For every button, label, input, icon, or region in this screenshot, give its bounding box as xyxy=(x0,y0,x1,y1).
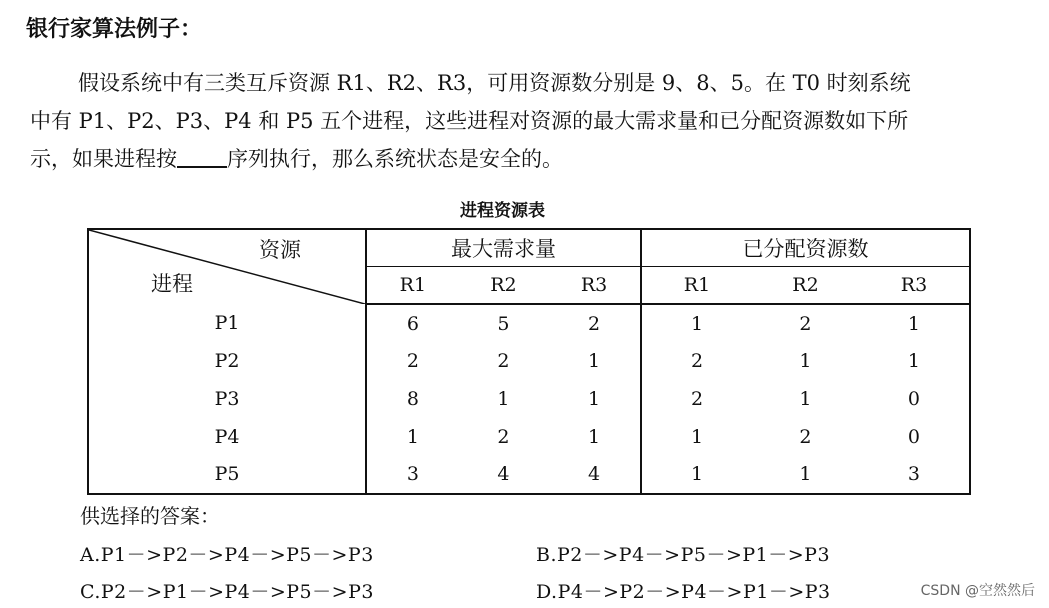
table-row xyxy=(88,304,970,343)
process-resource-table xyxy=(87,228,971,495)
answer-option-a: A.P1－>P2－>P4－>P5－>P3 xyxy=(80,544,374,566)
value-cell: 2 xyxy=(641,343,752,381)
sub-header-max-r3: R3 xyxy=(548,267,641,305)
table-row xyxy=(88,418,970,456)
value-cell: 1 xyxy=(588,387,601,410)
paragraph-line-2: 中有 P1、P2、P3、P4 和 P5 五个进程，这些进程对资源的最大需求量和已分配资源数如下所 xyxy=(30,109,909,133)
paragraph-line-3-after: 序列执行，那么系统状态是安全的。 xyxy=(227,147,563,171)
table-row xyxy=(88,380,970,418)
answer-option-c: C.P2－>P1－>P4－>P5－>P3 xyxy=(80,581,374,603)
value-cell: 2 xyxy=(641,380,752,418)
value-cell: 1 xyxy=(641,418,752,456)
paragraph-line-1: 假设系统中有三类互斥资源 R1、R2、R3，可用资源数分别是 9、8、5。在 T0 时刻系统 xyxy=(78,71,911,95)
table-row xyxy=(88,343,970,381)
csdn-watermark: CSDN @空然然后 xyxy=(920,583,1035,599)
value-cell: 2 xyxy=(406,350,419,373)
group-header-alloc: 已分配资源数 xyxy=(641,229,970,267)
value-cell: 5 xyxy=(497,312,510,335)
value-cell: 1 xyxy=(588,425,601,448)
value-cell: 6 xyxy=(406,312,419,335)
value-cell: 8 xyxy=(406,387,419,410)
value-cell: 1 xyxy=(641,304,752,343)
table-caption: 进程资源表 xyxy=(460,201,545,221)
value-cell: 2 xyxy=(588,312,601,335)
value-cell: 1 xyxy=(497,387,510,410)
value-cell: 1 xyxy=(799,350,812,373)
problem-paragraph xyxy=(30,64,1030,178)
value-cell: 1 xyxy=(799,387,812,410)
fill-in-blank xyxy=(177,148,227,168)
value-cell: 1 xyxy=(641,455,752,494)
value-cell: 1 xyxy=(588,350,601,373)
table-corner-cell xyxy=(88,229,366,304)
paragraph-line-3-before: 示，如果进程按 xyxy=(30,147,177,171)
sub-header-max-r1: R1 xyxy=(366,267,459,305)
value-cell: 2 xyxy=(799,312,812,335)
value-cell: 2 xyxy=(497,350,510,373)
value-cell: 3 xyxy=(907,463,921,486)
corner-diagonal-line xyxy=(89,230,365,304)
paragraph-line-3 xyxy=(30,140,1030,178)
process-cell: P5 xyxy=(88,455,366,494)
value-cell: 3 xyxy=(406,463,419,486)
corner-resource-label: 资源 xyxy=(259,238,301,262)
process-cell: P1 xyxy=(88,304,366,343)
sub-header-max-r2: R2 xyxy=(459,267,548,305)
value-cell: 4 xyxy=(497,463,510,486)
value-cell: 4 xyxy=(588,463,601,486)
value-cell: 1 xyxy=(907,312,921,335)
answer-option-b: B.P2－>P4－>P5－>P1－>P3 xyxy=(536,544,831,566)
process-cell: P3 xyxy=(88,380,366,418)
corner-process-label: 进程 xyxy=(151,272,193,296)
value-cell: 0 xyxy=(907,425,921,448)
sub-header-alloc-r2: R2 xyxy=(752,267,859,305)
value-cell: 2 xyxy=(799,425,812,448)
table-row xyxy=(88,455,970,494)
value-cell: 1 xyxy=(799,463,812,486)
sub-header-alloc-r1: R1 xyxy=(641,267,752,305)
value-cell: 1 xyxy=(406,425,419,448)
page-title: 银行家算法例子： xyxy=(26,17,203,42)
sub-header-alloc-r3: R3 xyxy=(859,267,970,305)
value-cell: 1 xyxy=(907,350,921,373)
value-cell: 0 xyxy=(907,387,921,410)
group-header-max: 最大需求量 xyxy=(366,229,641,267)
process-cell: P4 xyxy=(88,418,366,456)
process-cell: P2 xyxy=(88,343,366,381)
value-cell: 2 xyxy=(497,425,510,448)
answer-option-d: D.P4－>P2－>P4－>P1－>P3 xyxy=(536,581,831,603)
answers-title: 供选择的答案： xyxy=(80,504,220,528)
